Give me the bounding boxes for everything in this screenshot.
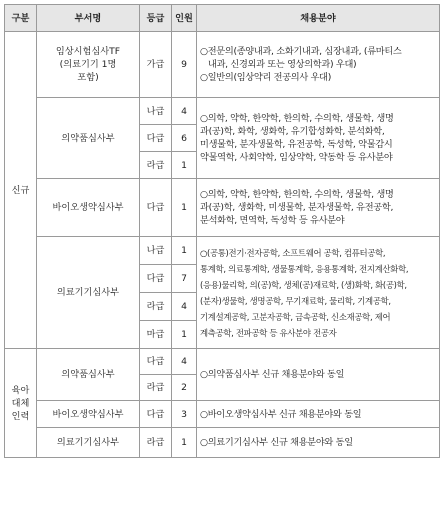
grade-cell: 마급	[140, 321, 172, 349]
field-cell	[197, 428, 440, 458]
category-line: 인력	[11, 410, 30, 422]
department-cell	[37, 237, 140, 349]
header-row	[5, 5, 440, 32]
field-cell	[197, 32, 440, 98]
department-cell	[37, 401, 140, 428]
department-cell	[37, 179, 140, 237]
department-name-line: 임상시험심사TF	[55, 46, 121, 57]
field-line: ○의료기기심사부 신규 채용분야와 동일	[200, 437, 353, 448]
recruitment-table	[4, 4, 440, 458]
department-cell	[37, 428, 140, 458]
department-cell	[37, 32, 140, 98]
category-parental-replacement	[5, 349, 37, 458]
count-cell: 1	[172, 321, 197, 349]
grade-cell: 다급	[140, 179, 172, 237]
count-cell: 4	[172, 293, 197, 321]
count-cell: 4	[172, 349, 197, 375]
field-line: (분자)생물학, 생명공학, 무기재료학, 물리학, 기계공학,	[200, 295, 391, 306]
field-line: 미생물학, 분자생물학, 유전공학, 독성학, 약물감시	[200, 139, 393, 150]
field-line: (응용)물리학, 의(공)학, 생체(공)재료학, (생)화학, 화(공)학,	[200, 279, 407, 290]
grade-cell: 라급	[140, 293, 172, 321]
grade-cell: 라급	[140, 152, 172, 179]
field-line: 기계설계공학, 고분자공학, 금속공학, 신소재공학, 제어	[200, 311, 391, 322]
grade-cell: 나급	[140, 98, 172, 125]
field-line: ○의학, 약학, 한약학, 한의학, 수의학, 생물학, 생명	[200, 113, 394, 124]
header-count: 인원	[172, 5, 197, 32]
count-cell: 2	[172, 375, 197, 401]
field-line: 약물역학, 사회약학, 임상약학, 약동학 등 유사분야	[200, 152, 393, 163]
department-name-line: 포함)	[77, 72, 99, 83]
grade-cell: 다급	[140, 401, 172, 428]
count-cell: 1	[172, 179, 197, 237]
grade-cell: 다급	[140, 125, 172, 152]
grade-cell: 가급	[140, 32, 172, 98]
grade-cell: 라급	[140, 375, 172, 401]
department-cell	[37, 349, 140, 401]
category-line: 육아	[11, 384, 30, 396]
count-cell: 1	[172, 237, 197, 265]
table-row	[5, 428, 440, 458]
count-cell: 3	[172, 401, 197, 428]
table-row	[5, 32, 440, 98]
field-cell	[197, 349, 440, 401]
category-line: 대체	[11, 397, 30, 409]
grade-cell: 라급	[140, 428, 172, 458]
field-line: 분석화학, 면역학, 독성학 등 유사분야	[200, 215, 345, 226]
grade-cell: 다급	[140, 349, 172, 375]
count-cell: 6	[172, 125, 197, 152]
header-category: 구분	[5, 5, 37, 32]
field-cell	[197, 237, 440, 349]
field-line: ○바이오생약심사부 신규 채용분야와 동일	[200, 408, 362, 420]
department-name-line: 의약품심사부	[61, 369, 115, 380]
field-line: ○(공통)전기·전자공학, 소프트웨어 공학, 컴퓨터공학,	[200, 247, 386, 258]
field-cell	[197, 401, 440, 428]
header-field: 채용분야	[197, 5, 440, 32]
field-line: 계측공학, 전파공학 등 유사분야 전공자	[200, 327, 337, 338]
field-cell	[197, 98, 440, 179]
department-name-line: 의료기기심사부	[56, 437, 120, 448]
department-name-line: (의료기기 1명	[59, 59, 117, 70]
header-department: 부서명	[37, 5, 140, 32]
field-line: 통계학, 의료통계학, 생물통계학, 응용통계학, 전지계산화학,	[200, 263, 409, 274]
header-grade: 등급	[140, 5, 172, 32]
category-new: 신규	[5, 32, 37, 349]
department-name-line: 의약품심사부	[61, 132, 115, 144]
count-cell: 4	[172, 98, 197, 125]
table-row	[5, 237, 440, 265]
count-cell: 9	[172, 32, 197, 98]
field-cell	[197, 179, 440, 237]
count-cell: 1	[172, 428, 197, 458]
table-row	[5, 98, 440, 125]
field-line: ○의학, 약학, 한약학, 한의학, 수의학, 생물학, 생명	[200, 189, 394, 200]
grade-cell: 다급	[140, 265, 172, 293]
field-line: ○의약품심사부 신규 채용분야와 동일	[200, 369, 345, 380]
recruitment-table-container	[4, 4, 440, 458]
count-cell: 1	[172, 152, 197, 179]
grade-cell: 나급	[140, 237, 172, 265]
field-line: ○일반의(임상약리 전공의사 우대)	[200, 72, 332, 83]
department-cell	[37, 98, 140, 179]
field-line: 내과, 신경외과 또는 영상의학과) 우대)	[208, 59, 357, 70]
table-row	[5, 349, 440, 375]
department-name-line: 의료기기심사부	[56, 287, 120, 298]
field-line: 과(공)학, 생화학, 미생물학, 분자생물학, 유전공학,	[200, 202, 394, 213]
field-line: ○전문의(종양내과, 소화기내과, 심장내과, (류마티스	[200, 46, 402, 57]
department-name-line: 바이오생약심사부	[52, 202, 124, 213]
table-row	[5, 179, 440, 237]
count-cell: 7	[172, 265, 197, 293]
field-line: 과(공)학, 화학, 생화학, 유기합성화학, 분석화학,	[200, 126, 385, 137]
department-name-line: 바이오생약심사부	[52, 408, 124, 420]
table-row	[5, 401, 440, 428]
